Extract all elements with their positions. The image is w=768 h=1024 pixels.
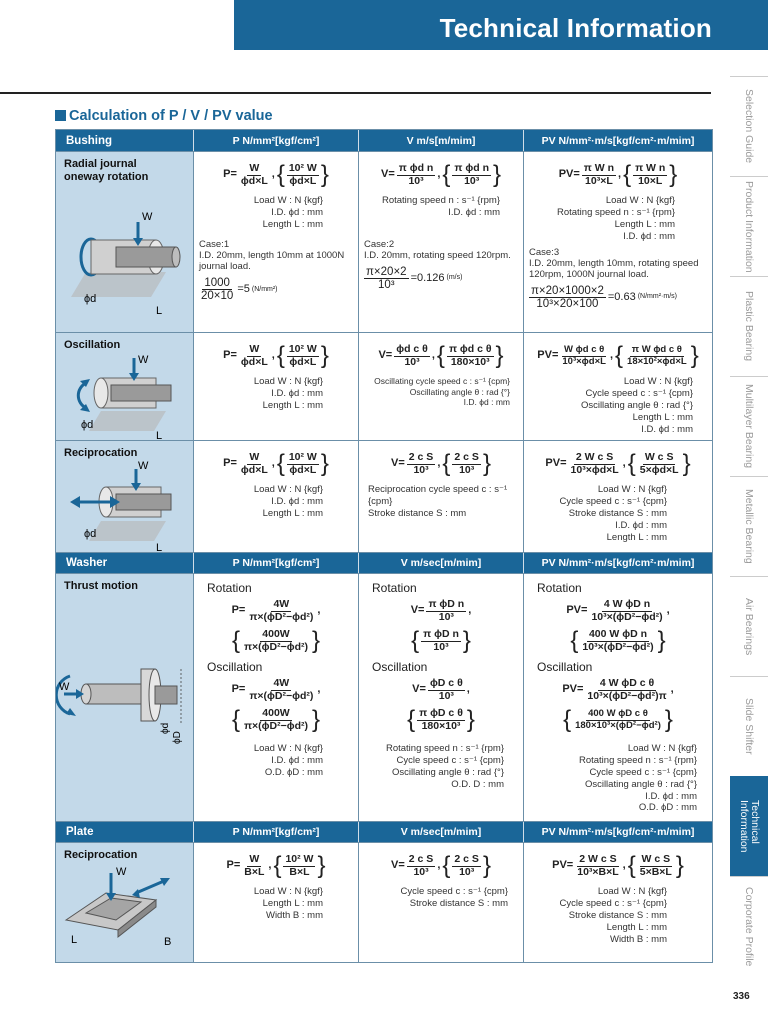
fraction-alt	[287, 163, 319, 187]
rotation-label: Rotation	[207, 581, 252, 595]
header-cell-category: Bushing	[56, 130, 194, 151]
header-cell-p: P N/mm²[kgf/cm²]	[194, 822, 359, 842]
def-line: Load W : N {kgf}	[623, 376, 693, 387]
def-line: Load W : N {kgf}	[253, 195, 323, 206]
denominator: 18×10²×ϕd×L	[627, 355, 687, 367]
denominator: 10×L	[638, 174, 663, 187]
case-calculation	[529, 285, 707, 311]
def-line: Cycle speed c : s⁻¹ {cpm}	[585, 387, 693, 399]
header-cell-p: P N/mm²[kgf/cm²]	[194, 130, 359, 151]
oscillation-p-formula: P= $\frac{W}{\phi d\times L}$ , { $\frac{\text{10² W}}{\phi d\times L}$ }	[223, 342, 329, 369]
numerator: W	[249, 342, 260, 355]
sidebar-item-product-information[interactable]	[730, 176, 768, 276]
unit: (m/s)	[446, 274, 463, 282]
plate-header-row	[56, 821, 712, 842]
thrust-pv-oscillation-alt: { $\frac{\text{400 W ϕD c θ}}{\text{180×10³×(ϕD²−ϕd²)}}$ }	[563, 706, 673, 733]
def-line: Stroke distance S : mm	[368, 507, 467, 519]
denominator: 10³×(ϕD²−ϕd²)π	[587, 689, 667, 702]
variable-defs	[529, 886, 707, 945]
def-line: Cycle speed c : s⁻¹ {cpm}	[559, 897, 667, 909]
table-row-radial	[56, 151, 712, 332]
def-line: Load W : N {kgf}	[627, 743, 697, 754]
numerator: 2 c S	[454, 852, 479, 865]
numerator: 400 W ϕD c θ	[588, 708, 648, 720]
numerator: π W ϕd c θ	[631, 344, 682, 356]
denominator: ϕd×L	[240, 463, 268, 476]
row-label: Reciprocation	[64, 849, 138, 861]
def-line: Length L : mm	[262, 218, 323, 230]
denominator: 10³×ϕd×L	[562, 355, 606, 367]
length-label: L	[156, 430, 163, 441]
numerator: ϕd c θ	[396, 342, 428, 355]
section-title-text: Calculation of P / V / PV value	[69, 108, 273, 124]
formula-lhs: P=	[226, 859, 241, 872]
thrust-pv-rotation-formula: PV= $\frac{\text{4 W ϕD n}}{\text{10³×(ϕD²−ϕd²)}}$ ,	[566, 597, 670, 623]
header-cell-v: V m/sec[m/mim]	[359, 822, 524, 842]
washer-header-row	[56, 552, 712, 573]
def-line: Load W : N {kgf}	[253, 484, 323, 495]
plate-p-formula: P= $\frac{W}{B\times L}$ , { $\frac{\text{10² W}}{B\times L}$ }	[226, 852, 326, 879]
sidebar-item-label: Metallic Bearing	[743, 489, 755, 564]
table-row-reciprocation	[56, 440, 712, 552]
row-label: Reciprocation	[64, 447, 138, 459]
thrust-v-oscillation-formula: V= $\frac{\text{ϕD c θ}}{\text{10³}}$ ,	[412, 676, 470, 702]
def-line: Load W : N {kgf}	[253, 376, 323, 387]
header-cell-pv: PV N/mm²·m/s[kgf/cm²·m/mim]	[541, 826, 695, 838]
case-description: Case:1 I.D. 20mm, length 10mm at 1000N journal load.	[199, 238, 345, 273]
def-line: Rotating speed n : s⁻¹ {rpm}	[381, 195, 500, 206]
numerator: π ϕD c θ	[419, 706, 463, 719]
sidebar-item-slide-shifter[interactable]	[730, 676, 768, 776]
sidebar-item-multilayer-bearing[interactable]	[730, 376, 768, 476]
pv-table	[55, 129, 713, 963]
formula-lhs: P=	[223, 349, 237, 362]
def-line: O.D. ϕD : mm	[638, 802, 697, 814]
formula-lhs: V=	[378, 349, 393, 362]
def-line: Oscillating cycle speed c : s⁻¹ {cpm}	[374, 376, 510, 386]
page-number: 336	[733, 991, 750, 1002]
header-cell-v: V m/sec[m/mim]	[359, 553, 524, 573]
numerator: π W n	[583, 161, 614, 174]
variable-defs	[364, 743, 518, 791]
header-cell-v: V m/s[m/mim]	[359, 130, 524, 151]
diameter-label: ϕd	[84, 293, 97, 305]
numerator: 2 c S	[408, 450, 434, 463]
numerator: W	[249, 161, 260, 174]
plate-reciprocation-diagram	[56, 865, 192, 963]
radial-v-formula: V= $\frac{\text{π ϕd n}}{\text{10³}}$ , { $\frac{\text{π ϕd n}}{\text{10³}}$ }	[380, 161, 501, 188]
variable-defs	[199, 886, 353, 922]
square-bullet-icon	[55, 110, 66, 121]
def-line: Stroke distance S : mm	[568, 909, 667, 921]
def-line: Oscillating angle θ : rad {°}	[409, 386, 510, 397]
thrust-p-oscillation-alt: { $\frac{400W}{\text{π×(ϕD²−ϕd²)}}$ }	[231, 706, 321, 733]
numerator: π ϕd n	[398, 161, 434, 174]
def-line: I.D. ϕd : mm	[271, 754, 323, 766]
row-label-cell	[56, 333, 194, 440]
denominator: ϕd×L	[289, 174, 317, 187]
def-line: Rotating speed n : s⁻¹ {rpm}	[385, 743, 504, 754]
formula-lhs: P=	[223, 457, 237, 470]
thrust-pv-oscillation-formula: PV= $\frac{\text{4 W ϕD c θ}}{\text{10³×(ϕD²−ϕd²)π}}$ ,	[562, 676, 674, 702]
formula-lhs: P=	[231, 604, 246, 617]
thrust-p-rotation-alt: { $\frac{400W}{\text{π×(ϕD²−ϕd²)}}$ }	[231, 627, 321, 654]
reciprocation-pv-formula: PV= $\frac{\text{2 W c S}}{\text{10³×ϕd×L}}$ , { $\frac{\text{W c S}}{5\times\phi d\times L}$ }	[545, 450, 691, 477]
plate-v-cell	[359, 843, 524, 962]
def-line: Length L : mm	[614, 218, 675, 230]
thrust-pv-cell	[524, 574, 712, 821]
table-row-oscillation	[56, 332, 712, 440]
sidebar-item-label: Product Information	[743, 180, 755, 273]
rotation-label: Rotation	[537, 581, 582, 595]
sidebar-item-label: Selection Guide	[743, 89, 755, 164]
variable-defs	[364, 376, 518, 408]
denominator: ϕd×L	[240, 174, 268, 187]
denominator: 10³	[438, 610, 454, 623]
radial-v-cell	[359, 152, 524, 332]
denominator: 10³	[438, 689, 454, 702]
outer-diameter-label: ϕD	[172, 731, 183, 744]
def-line: I.D. ϕd : mm	[463, 397, 510, 408]
reciprocation-p-formula: P= $\frac{W}{\phi d\times L}$ , { $\frac{\text{10² W}}{\phi d\times L}$ }	[223, 450, 329, 477]
table-row-thrust	[56, 573, 712, 821]
formula-lhs: PV=	[558, 168, 580, 181]
reciprocation-p-cell	[194, 441, 359, 552]
formula-lhs: V=	[412, 683, 426, 696]
radial-p-formula: P= $\frac{W}{\phi d\times L}$ , { $\frac{\text{10² W}}{\phi d\times L}$ }	[223, 161, 329, 188]
numerator: 2 c S	[408, 852, 434, 865]
def-line: Length L : mm	[606, 531, 667, 543]
def-line: Rotating speed n : s⁻¹ {rpm}	[578, 754, 697, 766]
sidebar-item-selection-guide[interactable]	[730, 76, 768, 176]
diameter-label: ϕd	[84, 528, 97, 540]
def-line: I.D. ϕd : mm	[448, 206, 500, 218]
oscillation-label: Oscillation	[537, 660, 593, 674]
table-row-plate-reciprocation	[56, 842, 712, 962]
numerator: 2 W c S	[579, 852, 617, 865]
formula-lhs: V=	[410, 604, 425, 617]
def-line: Length L : mm	[606, 921, 667, 933]
variable-defs	[529, 743, 707, 814]
length-label: L	[156, 542, 163, 553]
thrust-v-rotation-alt: { $\frac{\text{π ϕD n}}{\text{10³}}$ }	[411, 627, 471, 654]
variable-defs	[199, 195, 353, 231]
load-label: W	[138, 354, 149, 366]
def-line: Stroke distance S : mm	[568, 507, 667, 519]
def-line: Cycle speed c : s⁻¹ {cpm}	[400, 886, 508, 897]
def-line: Oscillating angle θ : rad {°}	[580, 399, 693, 411]
variable-defs	[529, 484, 707, 543]
def-line: Load W : N {kgf}	[597, 886, 667, 897]
numerator: W ϕd c θ	[564, 344, 605, 356]
row-label: Thrust motion	[64, 580, 138, 592]
plate-pv-cell	[524, 843, 712, 962]
numerator: 4 W ϕD n	[603, 597, 651, 610]
numerator: 4W	[273, 597, 290, 610]
thrust-v-cell	[359, 574, 524, 821]
formula-lhs: V=	[380, 168, 395, 181]
header-cell-p: P N/mm²[kgf/cm²]	[194, 553, 359, 573]
denominator: 10³	[433, 640, 449, 653]
variable-defs	[364, 195, 518, 219]
row-label-cell	[56, 574, 194, 821]
numerator: π ϕd n	[454, 161, 489, 174]
variable-defs	[529, 376, 707, 435]
plate-v-formula: V= $\frac{\text{2 c S}}{\text{10³}}$ , { $\frac{\text{2 c S}}{\text{10³}}$ }	[391, 852, 491, 879]
sidebar-item-air-bearings[interactable]	[730, 576, 768, 676]
thrust-p-cell	[194, 574, 359, 821]
denominator: ϕd×L	[240, 355, 268, 368]
sidebar-item-label: Plastic Bearing	[743, 291, 755, 362]
rotation-label: Rotation	[372, 581, 417, 595]
def-line: Cycle speed c : s⁻¹ {cpm}	[589, 766, 697, 778]
numerator: W	[249, 450, 260, 463]
thrust-pv-rotation-alt: { $\frac{\text{400 W ϕD n}}{\text{10³×(ϕD²−ϕd²)}}$ }	[570, 627, 666, 654]
row-label: Radial journal oneway rotation	[64, 158, 149, 183]
def-line: O.D. ϕD : mm	[264, 766, 323, 778]
header-cell-category: Washer	[56, 553, 194, 573]
def-line: I.D. ϕd : mm	[271, 495, 323, 507]
numerator: 400 W ϕD n	[588, 627, 648, 640]
numerator: π×20×1000×2	[531, 284, 604, 297]
variable-defs	[199, 484, 353, 520]
sidebar-item-metallic-bearing[interactable]	[730, 476, 768, 576]
sidebar-item-label: Technical Information	[738, 799, 762, 853]
washer-thrust-diagram	[56, 654, 192, 764]
sidebar-item-label: Slide Shifter	[743, 698, 755, 755]
denominator: 180×10³×(ϕD²−ϕd²)	[575, 719, 661, 731]
variable-defs	[199, 376, 353, 412]
def-line: I.D. ϕd : mm	[623, 230, 675, 242]
def-line: Rotating speed n : s⁻¹ {rpm}	[556, 206, 675, 218]
header-cell-pv: PV N/mm²·m/s[kgf/cm²·m/mim]	[541, 557, 695, 569]
numerator: π ϕD n	[428, 597, 465, 610]
oscillation-p-cell	[194, 333, 359, 440]
def-line: Length L : mm	[262, 399, 323, 411]
denominator: 10³	[459, 463, 475, 476]
denominator: 5×ϕd×L	[639, 463, 679, 476]
numerator: 4W	[273, 676, 290, 689]
def-line: Length L : mm	[262, 897, 323, 909]
unit: (N/mm²·m/s)	[637, 293, 677, 301]
reciprocation-v-formula: V= $\frac{\text{2 c S}}{\text{10³}}$ , { $\frac{\text{2 c S}}{\text{10³}}$ }	[391, 450, 491, 477]
formula-lhs: PV=	[545, 457, 567, 470]
formula-lhs: V=	[391, 859, 405, 872]
def-line: O.D. D : mm	[451, 778, 504, 790]
denominator: B×L	[244, 865, 265, 878]
def-line: Cycle speed c : s⁻¹ {cpm}	[396, 754, 504, 766]
oscillation-label: Oscillation	[207, 660, 263, 674]
denominator: 10³×20×100	[536, 298, 599, 311]
denominator: 5×B×L	[639, 865, 672, 878]
row-label-cell	[56, 843, 194, 962]
result: =0.126	[410, 271, 445, 284]
radial-p-cell	[194, 152, 359, 332]
case-calculation	[199, 277, 353, 303]
oscillation-v-cell	[359, 333, 524, 440]
variable-defs	[199, 743, 353, 779]
def-line: I.D. ϕd : mm	[271, 206, 323, 218]
bushing-header-row	[56, 130, 712, 151]
length-label: L	[156, 305, 163, 317]
reciprocation-v-cell	[359, 441, 524, 552]
def-line: I.D. ϕd : mm	[645, 790, 697, 802]
sidebar-item-technical-information[interactable]	[730, 776, 768, 876]
denominator: π×(ϕD²−ϕd²)	[243, 719, 309, 732]
denominator: 10³	[464, 174, 480, 187]
row-label-cell	[56, 152, 194, 332]
sidebar-item-plastic-bearing[interactable]	[730, 276, 768, 376]
numerator: 2 W c S	[575, 450, 614, 463]
numerator: π ϕd c θ	[448, 342, 492, 355]
def-line: I.D. ϕd : mm	[271, 387, 323, 399]
oscillation-pv-cell	[524, 333, 712, 440]
inner-diameter-label: ϕd	[160, 722, 171, 734]
unit: (N/mm²)	[251, 285, 278, 293]
denominator: ϕd×L	[289, 463, 317, 476]
formula-lhs: PV=	[537, 349, 559, 362]
formula-lhs: PV=	[566, 604, 588, 617]
def-line: Oscillating angle θ : rad {°}	[391, 766, 504, 778]
denominator: 10³×B×L	[577, 865, 619, 878]
denominator: 10³	[413, 865, 429, 878]
def-line: Length L : mm	[632, 411, 693, 423]
numerator: 2 c S	[454, 450, 479, 463]
formula-lhs: PV=	[562, 683, 584, 696]
def-line: Load W : N {kgf}	[253, 886, 323, 897]
def-line: Oscillating angle θ : rad {°}	[584, 778, 697, 790]
width-label: B	[164, 936, 172, 948]
numerator: 400W	[262, 706, 290, 719]
numerator: ϕD c θ	[429, 676, 463, 689]
result: =5	[237, 283, 250, 296]
denominator: 180×10³	[450, 355, 490, 368]
def-line: Stroke distance S : mm	[409, 897, 508, 909]
sidebar-item-label: Corporate Profile	[743, 886, 755, 967]
sidebar-item-label: Multilayer Bearing	[743, 384, 755, 469]
formula-lhs: P=	[231, 683, 246, 696]
denominator: 20×10	[201, 290, 234, 303]
denominator: 10³	[377, 279, 395, 292]
denominator: 10³×ϕd×L	[570, 463, 619, 476]
case-calculation	[364, 266, 518, 292]
def-line: Length L : mm	[262, 507, 323, 519]
numerator: 4 W ϕD c θ	[599, 676, 655, 689]
row-label-cell	[56, 441, 194, 552]
def-line: Load W : N {kgf}	[253, 743, 323, 754]
denominator: π×(ϕD²−ϕd²)	[249, 689, 314, 702]
numerator: π ϕD n	[423, 627, 459, 640]
denominator: π×(ϕD²−ϕd²)	[249, 610, 314, 623]
def-line: Load W : N {kgf}	[605, 195, 675, 206]
formula-lhs: V=	[391, 457, 405, 470]
plate-p-cell	[194, 843, 359, 962]
numerator: 10² W	[288, 342, 317, 355]
fraction	[239, 163, 270, 187]
def-line: Reciprocation cycle speed c : s⁻¹ {cpm}	[368, 484, 508, 507]
numerator: 400W	[262, 627, 290, 640]
numerator: 10² W	[288, 450, 317, 463]
def-line: Width B : mm	[609, 933, 667, 945]
denominator: B×L	[289, 865, 310, 878]
denominator: 10³×(ϕD²−ϕd²)	[582, 640, 654, 653]
section-title	[55, 108, 273, 124]
reciprocation-pv-cell	[524, 441, 712, 552]
load-label: W	[59, 681, 70, 693]
load-label: W	[138, 460, 149, 472]
numerator: 1000	[204, 276, 230, 289]
bearing-rotation-diagram	[56, 202, 192, 317]
denominator: 10³	[459, 865, 475, 878]
denominator: π×(ϕD²−ϕd²)	[243, 640, 309, 653]
sidebar-item-corporate-profile[interactable]	[730, 876, 768, 976]
load-label: W	[116, 866, 127, 878]
plate-pv-formula: PV= $\frac{\text{2 W c S}}{\text{10³×B×L}}$ , { $\frac{\text{W c S}}{5\times B\times L}$ }	[552, 852, 684, 879]
case-description: Case:3 I.D. 20mm, length 10mm, rotating speed 120rpm, 1000N journal load.	[529, 246, 699, 281]
formula-lhs: P=	[223, 168, 237, 181]
denominator: ϕd×L	[289, 355, 317, 368]
def-line: Load W : N {kgf}	[597, 484, 667, 495]
numerator: π W n	[635, 161, 666, 174]
variable-defs	[364, 886, 518, 910]
diameter-label: ϕd	[81, 419, 94, 431]
numerator: W c S	[641, 852, 671, 865]
variable-defs	[364, 484, 518, 520]
header-banner	[234, 0, 768, 50]
bearing-oscillation-diagram	[56, 353, 192, 441]
variable-defs	[529, 195, 707, 243]
oscillation-pv-formula: PV= $\frac{\text{W ϕd c θ}}{\text{10³×ϕd×L}}$ , { $\frac{\text{π W ϕd c θ}}{\text{18×10²×ϕd×L}}$ }	[537, 342, 699, 369]
numerator: 10² W	[285, 852, 314, 865]
header-cell-category: Plate	[56, 822, 194, 842]
numerator: 10² W	[288, 161, 317, 174]
thrust-p-rotation-formula: P= $\frac{4W}{\text{π×(ϕD²−ϕd²)}}$ ,	[231, 597, 321, 623]
numerator: π×20×2	[366, 265, 407, 278]
denominator: 10³	[404, 355, 420, 368]
load-label: W	[142, 211, 153, 223]
oscillation-label: Oscillation	[372, 660, 428, 674]
def-line: Cycle speed c : s⁻¹ {cpm}	[559, 495, 667, 507]
thrust-p-oscillation-formula: P= $\frac{4W}{\text{π×(ϕD²−ϕd²)}}$ ,	[231, 676, 321, 702]
row-label: Oscillation	[64, 339, 121, 351]
radial-pv-cell	[524, 152, 712, 332]
thrust-v-oscillation-alt: { $\frac{\text{π ϕD c θ}}{\text{180×10³}}$ }	[407, 706, 475, 733]
denominator: 10³×(ϕD²−ϕd²)	[591, 610, 663, 623]
thrust-v-rotation-formula: V= $\frac{\text{π ϕD n}}{\text{10³}}$ ,	[410, 597, 472, 623]
page-title: Technical Information	[439, 13, 712, 43]
length-label: L	[71, 934, 78, 946]
case-description: Case:2 I.D. 20mm, rotating speed 120rpm.	[364, 238, 511, 262]
sidebar-item-label: Air Bearings	[743, 597, 755, 656]
bearing-reciprocation-diagram	[56, 459, 192, 553]
radial-pv-formula: PV= $\frac{\text{π W n}}{\text{10³×L}}$ , { $\frac{\text{π W n}}{10\times L}$ }	[558, 161, 678, 188]
numerator: W	[249, 852, 260, 865]
divider	[0, 92, 711, 94]
denominator: 10³	[408, 174, 424, 187]
numerator: W c S	[644, 450, 674, 463]
denominator: 10³×L	[585, 174, 613, 187]
header-cell-pv: PV N/mm²·m/s[kgf/cm²·m/mim]	[541, 134, 695, 147]
def-line: I.D. ϕd : mm	[615, 519, 667, 531]
result: =0.63	[607, 290, 636, 303]
def-line: Width B : mm	[265, 909, 323, 921]
denominator: 180×10³	[421, 719, 461, 732]
formula-lhs: PV=	[552, 859, 574, 872]
def-line: I.D. ϕd : mm	[641, 423, 693, 435]
denominator: 10³	[413, 463, 429, 476]
oscillation-v-formula: V= $\frac{\text{ϕd c θ}}{\text{10³}}$ , { $\frac{\text{π ϕd c θ}}{\text{180×10³}}$ }	[378, 342, 504, 369]
